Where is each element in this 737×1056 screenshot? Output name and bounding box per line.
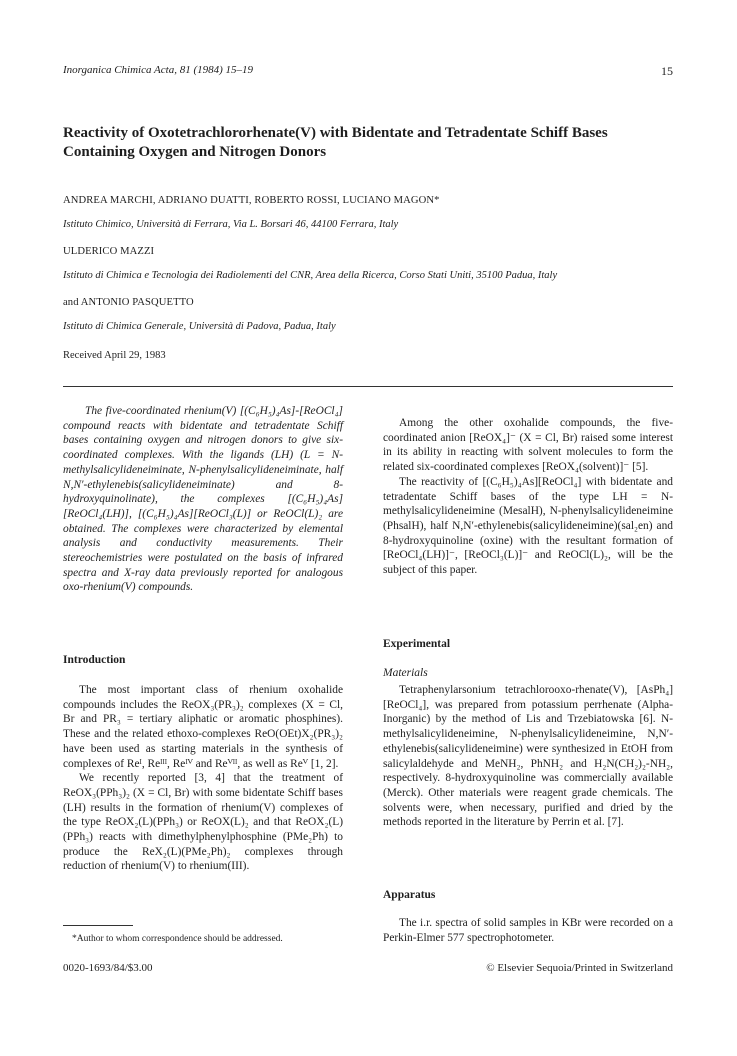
right-intro bbox=[383, 416, 673, 578]
issn-price: 0020-1693/84/$3.00 bbox=[63, 962, 153, 974]
materials-body bbox=[383, 683, 673, 830]
materials-paragraph: Tetraphenylarsonium tetrachlorooxo-rhenate(V), [AsPh₄][ReOCl₄], was prepared from potassium perrhenate (Alpha-Inorganic) by the method of Lis and Trzebiatowska [6]. N-methylsalicylideneimine, N-phenylsalicylideneimine, N,N′-ethylenebis(salicylideneimine) were synthesized in EtOH from salicylaldehyde and MeNH₂, PhNH₂ and H₂N(CH₂)₂-NH₂, respectively. 8-hydroxyquinoline was commercially available (Merck). Other materials were reagent grade chemicals. The solvents were, when necessary, purified and dried by the methods reported in the literature by Perrin et al. [7]. bbox=[383, 684, 673, 829]
footnote-divider bbox=[63, 925, 133, 926]
received-date: Received April 29, 1983 bbox=[63, 350, 166, 361]
materials-heading: Materials bbox=[383, 667, 428, 679]
introduction-paragraph-1: The most important class of rhenium oxohalide compounds includes the ReOX₃(PR₃)₂ complexes (X = Cl, Br and PR₃ = tertiary aliphatic or aromatic phosphines). These and the related ethoxo-complexes ReO(OEt)X₂(PR₃)₂ have been used as starting materials in the synthesis of complexes of Reᴵ, Reᴵᴵᴵ, Reᴵⱽ and Reⱽᴵᴵ, as well as Reⱽ [1, 2]. bbox=[63, 684, 343, 770]
introduction-heading: Introduction bbox=[63, 654, 126, 666]
header-divider bbox=[63, 386, 673, 387]
affiliation-1: Istituto Chimico, Università di Ferrara, Via L. Borsari 46, 44100 Ferrara, Italy bbox=[63, 219, 399, 230]
author-group-3: and ANTONIO PASQUETTO bbox=[63, 297, 194, 308]
copyright: © Elsevier Sequoia/Printed in Switzerland bbox=[486, 962, 673, 974]
affiliation-3: Istituto di Chimica Generale, Università di Padova, Padua, Italy bbox=[63, 321, 336, 332]
affiliation-2: Istituto di Chimica e Tecnologia dei Radiolementi del CNR, Area della Ricerca, Corso Stati Uniti, 35100 Padua, Italy bbox=[63, 270, 558, 281]
introduction-paragraph-2: We recently reported [3, 4] that the treatment of ReOX₃(PPh₃)₂ (X = Cl, Br) with some bidentate Schiff bases (LH) results in the formation of rhenium(V) complexes of the type ReOX₂(L)(PPh₃) or ReOX(L)₂ and that ReOX₂(L)(PPh₃) reacts with dimethylphenylphosphine (PMe₂Ph) to produce the ReX₂(L)(PMe₂Ph)₂ complexes through reduction of rhenium(V) to rhenium(III). bbox=[63, 772, 343, 873]
page-number: 15 bbox=[661, 64, 673, 78]
paper-title: Reactivity of Oxotetrachlororhenate(V) with Bidentate and Tetradentate Schiff Bases Containing Oxygen and Nitrogen Donors bbox=[63, 125, 608, 160]
right-intro-paragraph-2: The reactivity of [(C₆H₅)₄As][ReOCl₄] with bidentate and tetradentate Schiff bases of the type LH = N-methylsalicylideneimine (MesalH), N-phenylsalicylideneimine (PhsalH), half N,N′-ethylenebis(salicylideneimine)(sal₂en) and 8-hydroxyquinoline (oxine) with the resultant formation of [ReOCl₄(LH)]⁻, [ReOCl₃(L)]⁻ and ReOCl(L)₂, will be the subject of this paper. bbox=[383, 475, 673, 577]
right-intro-paragraph-1: Among the other oxohalide compounds, the five-coordinated anion [ReOX₄]⁻ (X = Cl, Br) raised some interest in its ability in reacting with solvent molecules to form the related six-coordinated complexes [ReOX₄(solvent)]⁻ [5]. bbox=[383, 417, 673, 474]
apparatus-paragraph: The i.r. spectra of solid samples in KBr were recorded on a Perkin-Elmer 577 spectrophotometer. bbox=[383, 917, 673, 944]
experimental-heading: Experimental bbox=[383, 638, 451, 650]
author-group-1: ANDREA MARCHI, ADRIANO DUATTI, ROBERTO ROSSI, LUCIANO MAGON* bbox=[63, 195, 440, 206]
apparatus-heading: Apparatus bbox=[383, 889, 436, 901]
journal-citation: Inorganica Chimica Acta, 81 (1984) 15–19 bbox=[63, 64, 254, 76]
abstract-text: The five-coordinated rhenium(V) [(C₆H₅)₄As]-[ReOCl₄] compound reacts with bidentate and tetradentate Schiff bases containing oxygen and nitrogen donors to give six-coordinated complexes. With the ligands (LH) (L = N-methylsalicylideneiminate, N-phenylsalicylideneiminate, half N,N′-ethylenebis(salicylideneiminate) and 8-hydroxyquinolinate), the complexes [(C₆H₅)₄As][ReOCl₄(LH)], [(C₆H₅)₄As][ReOCl₃(L)] or ReOCl(L)₂ are obtained. The complexes were characterized by elemental analysis and conductivity measurements. Their stereochemistries were postulated on the basis of infrared spectra and X-ray data previously reported for analogous oxo-rhenium(V) compounds. bbox=[63, 405, 343, 594]
abstract bbox=[63, 404, 343, 595]
footnote: *Author to whom correspondence should be addressed. bbox=[72, 934, 283, 944]
author-group-2: ULDERICO MAZZI bbox=[63, 246, 155, 257]
introduction-body bbox=[63, 683, 343, 874]
apparatus-body bbox=[383, 916, 673, 945]
